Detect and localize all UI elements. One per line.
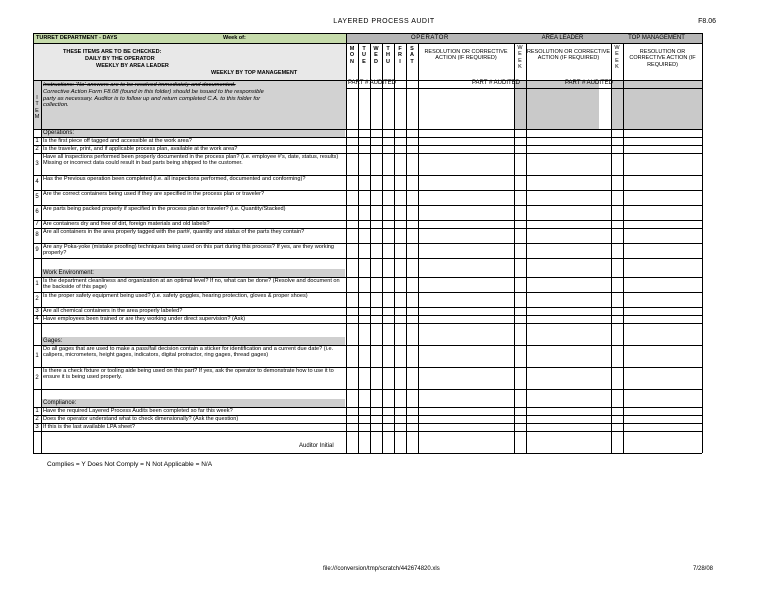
operator-resolution-label: RESOLUTION OR CORRECTIVE ACTION (IF REQUIRED) (424, 49, 508, 62)
question-number: 4 (35, 315, 39, 322)
question-text: Is the traveler, print, and if applicable process plan, available at the work area? (43, 146, 238, 152)
day-letter: T (362, 46, 366, 52)
day-letter: T (386, 46, 390, 52)
day-letter: H (386, 52, 390, 59)
grid-vline (346, 33, 347, 453)
top-management-week-label: W E E K (614, 45, 620, 71)
question-number: 8 (35, 232, 39, 238)
grid-hline (33, 205, 702, 206)
area-leader-part-audited: PART # AUDITED (472, 80, 521, 86)
grid-vline (382, 43, 383, 453)
section-gages-bg (41, 337, 345, 345)
question-number: 2 (35, 374, 39, 381)
grid-vline (358, 43, 359, 453)
grid-hline (33, 220, 702, 221)
day-letter: W (373, 46, 379, 52)
grid-hline (33, 431, 702, 432)
grid-hline (33, 175, 702, 176)
day-letter: U (362, 52, 366, 59)
form-code: F8.06 (698, 18, 716, 25)
question-text: Are parts being packed properly if specified in the process plan or traveler? (i.e. Quantity/Stacked) (43, 206, 286, 212)
question-text: Have the required Layered Process Audits been completed so far this week? (43, 408, 233, 414)
day-column-3 (382, 46, 394, 65)
grid-hline (346, 88, 702, 89)
page-title: LAYERED PROCESS AUDIT (333, 18, 435, 25)
question-number: 2 (35, 415, 39, 422)
section-title: Gages: (43, 338, 63, 344)
question-text: Are the correct containers being used if they are specified in the process plan or traveler? (43, 191, 265, 197)
question-text: Is the first piece off tagged and accessible at the work area? (43, 138, 192, 144)
audit-sheet (33, 33, 702, 455)
section-compliance-bg (41, 399, 345, 407)
day-column-1 (358, 46, 370, 65)
question-number: 1 (35, 407, 39, 414)
question-number: 1 (35, 352, 39, 359)
day-letter: R (398, 52, 402, 59)
day-letter: D (374, 58, 378, 65)
question-text: Are all chemical containers in the area properly labeled? (43, 308, 183, 314)
area-leader-resolution-label: RESOLUTION OR CORRECTIVE ACTION (IF REQUIRED) (526, 49, 611, 62)
area-leader-week-label: W E E K (517, 45, 523, 71)
day-column-4 (394, 46, 406, 65)
day-letter: E (374, 52, 378, 59)
question-text: If this is the last available LPA sheet? (43, 424, 135, 430)
grid-vline (394, 43, 395, 453)
grid-hline (33, 243, 702, 244)
footer-file-path: file:///conversion/tmp/scratch/442674820.xls (323, 566, 440, 572)
grid-vline (623, 43, 624, 453)
question-number: 6 (35, 209, 39, 215)
day-letter: T (410, 58, 414, 65)
question-text: Is the proper safety equipment being used? (i.e. safety goggles, hearing protection, gloves & proper shoes) (43, 293, 308, 299)
grid-hline (33, 453, 702, 454)
grid-hline (33, 129, 702, 130)
department-label: TURRET DEPARTMENT - DAYS (36, 35, 118, 41)
legend: Complies = Y Does Not Comply = N Not Applicable = N/A (47, 461, 213, 468)
grid-hline (33, 423, 702, 424)
day-letter: A (410, 52, 414, 59)
question-number: 9 (35, 247, 39, 253)
question-text: Do all gages that are used to make a pass/fail decision contain a sticker for identification and a current due date? (i.e. calipers, micrometers, height gages, indicators, digital protractor, ring gages, thread gages) (43, 346, 334, 359)
week-of-label: Week of: (223, 35, 246, 41)
question-text: Are any Poka-yoke (mistake proofing) techniques being used on this part during this process? If yes, are they working properly? (43, 244, 335, 257)
question-number: 4 (35, 179, 39, 185)
auditor-initial-label: Auditor Initial (299, 443, 334, 449)
question-number: 5 (35, 194, 39, 200)
grid-hline (33, 415, 702, 416)
day-column-0 (346, 46, 358, 65)
day-letter: I (399, 58, 401, 65)
grid-vline (611, 43, 612, 453)
grid-hline (33, 228, 702, 229)
question-text: Is there a check fixture or tooling aide being used on this part? If yes, ask the operator to demonstrate how to use it to ensure it is being used properly. (43, 368, 334, 381)
question-number: 3 (35, 307, 39, 314)
operator-header: OPERATOR (411, 35, 449, 41)
grid-hline (33, 389, 702, 390)
day-letter: M (349, 46, 355, 52)
grid-hline (33, 258, 702, 259)
checked-line-3: WEEKLY BY AREA LEADER (96, 63, 169, 69)
grid-hline (33, 345, 702, 346)
grid-hline (33, 367, 702, 368)
question-text: Have all inspections performed been properly documented in the process plan? (i.e. employee #'s, date, status, results) Missing or incorrect data could result in bad parts being shipped to the customer. (43, 154, 339, 167)
grid-vline (41, 80, 42, 453)
grid-hline (33, 307, 702, 308)
section-title: Compliance: (43, 400, 77, 406)
checked-line-1: THESE ITEMS ARE TO BE CHECKED: (63, 49, 162, 55)
question-number: 2 (35, 145, 39, 152)
top-management-header: TOP MANAGEMENT (628, 35, 685, 41)
question-text: Are all containers in the area properly tagged with the part#, quantity and status of the parts they contain? (43, 229, 305, 235)
grid-hline (33, 190, 702, 191)
checked-line-2: DAILY BY THE OPERATOR (85, 56, 155, 62)
section-title: Operations: (43, 130, 75, 136)
grid-vline (33, 33, 34, 453)
footer-date: 7/28/08 (693, 566, 714, 572)
day-letter: N (350, 58, 354, 65)
top-management-part-audited: PART # AUDITED (565, 80, 614, 86)
area-leader-header: AREA LEADER (541, 35, 584, 41)
day-letter: S (410, 46, 414, 52)
grid-vline (418, 43, 419, 453)
top-management-resolution-label: RESOLUTION OR CORRECTIVE ACTION (IF REQUIRED) (629, 49, 696, 68)
grid-hline (33, 137, 702, 138)
question-text: Are containers dry and free of dirt, foreign materials and old labels? (43, 221, 210, 227)
grid-hline (33, 292, 702, 293)
grid-hline (33, 407, 702, 408)
question-number: 1 (35, 137, 39, 144)
grid-hline (33, 315, 702, 316)
section-operations-bg (41, 129, 345, 137)
grid-hline (33, 80, 702, 81)
question-number: 3 (35, 423, 39, 430)
day-letter: F (398, 46, 402, 52)
grid-hline (33, 277, 702, 278)
day-column-2 (370, 46, 382, 65)
item-label: I T E M (34, 95, 40, 121)
grid-hline (33, 145, 702, 146)
day-letter: E (362, 58, 366, 65)
grid-hline (33, 33, 702, 34)
grid-hline (33, 153, 702, 154)
question-number: 7 (35, 220, 39, 227)
grid-vline (406, 43, 407, 453)
question-number: 2 (35, 296, 39, 302)
day-letter: U (386, 58, 390, 65)
question-text: Does the operator understand what to check dimensionally? (Ask the question) (43, 416, 239, 422)
checked-line-4: WEEKLY BY TOP MANAGEMENT (211, 70, 298, 76)
grid-vline (526, 43, 527, 453)
instructions-text: Instructions: 'No' answers are to be resolved immediately and documented. Corrective Action Form F8.08 (found in this folder) should be issued to the responsible party as necessary. Auditor is to follow up and return completed C.A. to this folder for collection. (43, 82, 264, 109)
grid-hline (33, 323, 702, 324)
operator-part-audited: PART # AUDITED (348, 80, 397, 86)
question-text: Has the Previous operation been completed (i.e. all inspections performed, documented and conforming)? (43, 176, 306, 182)
section-title: Work Environment: (43, 270, 94, 276)
grid-vline (514, 43, 515, 453)
question-text: Is the department cleanliness and organization at an optimal level? If no, what can be done? (Resolve and document on the backside of this page) (43, 278, 340, 291)
grid-hline (33, 43, 702, 44)
day-column-5 (406, 46, 418, 65)
question-number: 3 (35, 160, 39, 167)
day-letter: O (349, 52, 355, 59)
question-number: 1 (35, 281, 39, 287)
question-text: Have employees been trained or are they working under direct supervision? (Ask) (43, 316, 246, 322)
grid-vline (370, 43, 371, 453)
grid-vline (702, 33, 703, 453)
